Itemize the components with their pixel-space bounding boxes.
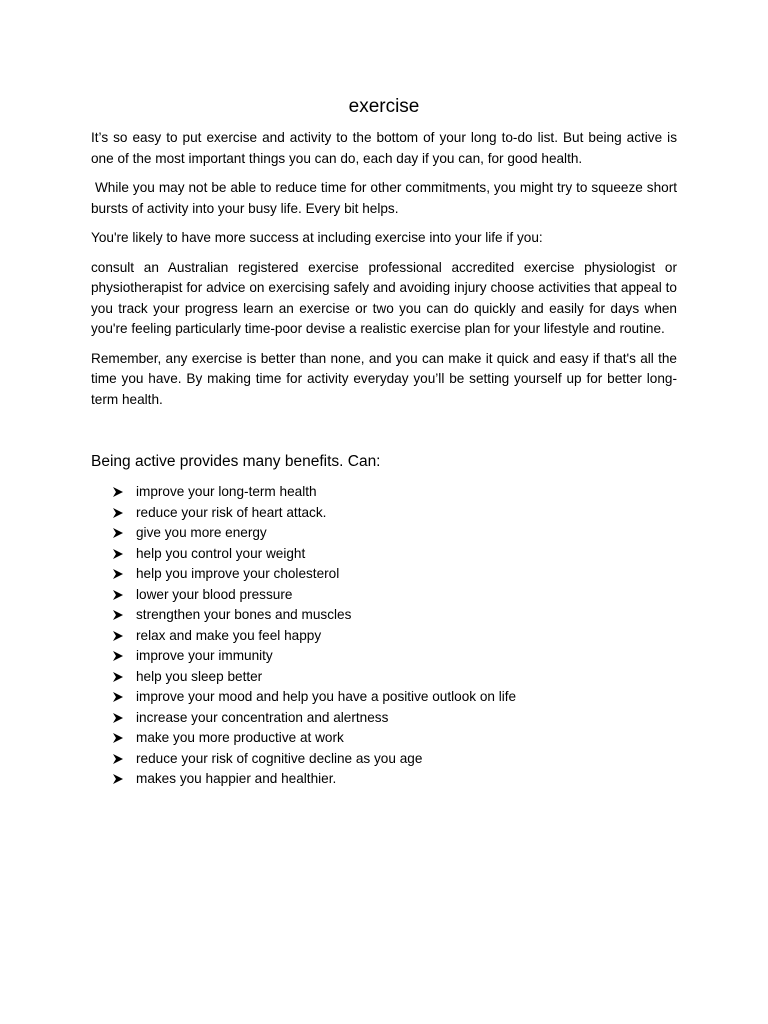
benefit-list-item (112, 728, 677, 749)
benefit-text: lower your blood pressure (136, 586, 293, 602)
arrowhead-bullet-icon (112, 589, 136, 601)
benefit-text: help you control your weight (136, 545, 306, 561)
arrowhead-bullet-icon (112, 650, 136, 662)
benefit-list-item (112, 585, 677, 606)
benefit-list-item (112, 646, 677, 667)
benefit-list-item (112, 605, 677, 626)
benefit-text: increase your concentration and alertness (136, 709, 389, 725)
arrowhead-bullet-icon (112, 712, 136, 724)
benefit-list-item (112, 769, 677, 790)
benefit-list-item (112, 708, 677, 729)
benefit-list-item (112, 626, 677, 647)
benefit-list-item (112, 667, 677, 688)
paragraph-remember: Remember, any exercise is better than none, and you can make it quick and easy if that's all the time you have. By making time for activity everyday you’ll be setting yourself up for better long-term health. (91, 350, 677, 407)
benefit-text: improve your mood and help you have a positive outlook on life (136, 689, 517, 704)
paragraph-success: You're likely to have more success at including exercise into your life if you: (91, 230, 543, 245)
paragraph-tips: consult an Australian registered exercise professional accredited exercise physiologist or physiotherapist for advice on exercising safely and avoiding injury choose activities that appeal to you track your progress learn an exercise or two you can do quickly and easily for days when you're feeling particularly time-poor devise a realistic exercise plan for your lifestyle and routine. (91, 259, 677, 336)
benefit-list-item (112, 687, 677, 708)
benefit-text: reduce your risk of cognitive decline as you age (136, 750, 423, 766)
benefit-text: relax and make you feel happy (136, 627, 322, 643)
arrowhead-bullet-icon (112, 568, 136, 580)
document-body (91, 94, 677, 790)
benefits-heading: Being active provides many benefits. Can: (91, 453, 381, 470)
benefit-text: help you sleep better (136, 668, 263, 684)
arrowhead-bullet-icon (112, 691, 136, 703)
benefit-text: reduce your risk of heart attack. (136, 504, 327, 520)
benefit-list-item (112, 749, 677, 770)
benefit-text: strengthen your bones and muscles (136, 607, 352, 622)
arrowhead-bullet-icon (112, 753, 136, 765)
benefit-text: improve your immunity (136, 648, 273, 663)
paragraph-short-bursts: While you may not be able to reduce time for other commitments, you might try to squeeze short bursts of activity into your busy life. Every bit helps. (91, 180, 677, 216)
benefit-list-item (112, 482, 677, 503)
benefit-list-item (112, 503, 677, 524)
benefit-text: improve your long-term health (136, 484, 317, 499)
benefits-list (91, 482, 677, 790)
benefit-text: makes you happier and healthier. (136, 771, 337, 786)
benefit-list-item (112, 544, 677, 565)
arrowhead-bullet-icon (112, 732, 136, 744)
arrowhead-bullet-icon (112, 486, 136, 498)
benefit-list-item (112, 564, 677, 585)
benefit-text: make you more productive at work (136, 730, 344, 745)
arrowhead-bullet-icon (112, 527, 136, 539)
arrowhead-bullet-icon (112, 507, 136, 519)
arrowhead-bullet-icon (112, 630, 136, 642)
arrowhead-bullet-icon (112, 548, 136, 560)
benefit-list-item (112, 523, 677, 544)
document-title: exercise (348, 96, 420, 117)
arrowhead-bullet-icon (112, 671, 136, 683)
benefit-text: give you more energy (136, 525, 267, 540)
paragraph-intro: It’s so easy to put exercise and activity to the bottom of your long to-do list. But being active is one of the most important things you can do, each day if you can, for good health. (91, 130, 677, 166)
arrowhead-bullet-icon (112, 773, 136, 785)
benefit-text: help you improve your cholesterol (136, 566, 340, 581)
arrowhead-bullet-icon (112, 609, 136, 621)
